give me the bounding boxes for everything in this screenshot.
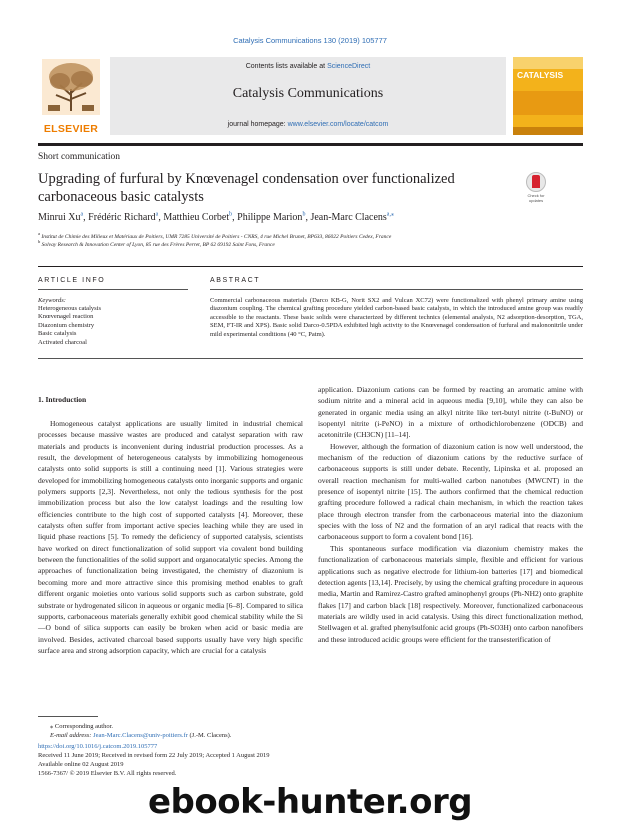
- author-name[interactable]: Frédéric Richard: [88, 212, 156, 223]
- email-suffix: (J.-M. Clacens).: [187, 732, 232, 739]
- abstract-bottom-divider: [38, 358, 583, 359]
- abstract-divider: [210, 289, 583, 290]
- abstract-heading: ABSTRACT: [210, 277, 261, 284]
- homepage-prefix: journal homepage:: [227, 121, 288, 128]
- author-list: Minrui Xu$^a$, Frédéric Richard$^a$, Matthieu Corbet$^b$, Philippe Marion$^b$, Jean-Marc Clacens$^{a,⁎}$: [38, 211, 394, 223]
- abstract-text: Commercial carbonaceous materials (Darco KB-G, Norit SX2 and Vulcan XC72) were functionalized with phenyl primary amine using diazonium coupling. The chemical grafting procedure yielded carbon-based basic catalysts, in which the introduced amine group was readily accessible to the reactants. These basic solids were characterized by different technics (elemental analysis, N2 adsorption-desorption, TGA, SEM, FT-IR and XPS). Basic solid Darco-0.5PDA exhibited high activity to the Knœvenagel condensation of furfural and malononitrile under mild experimental conditions (40 °C, Patm).: [210, 297, 583, 338]
- header-divider: [38, 143, 583, 146]
- publication-details: [38, 742, 438, 778]
- cover-title: CATALYSIS: [517, 70, 564, 80]
- author-name[interactable]: Matthieu Corbet: [163, 212, 230, 223]
- journal-title: Catalysis Communications: [232, 86, 384, 101]
- corresponding-label: Corresponding author.: [54, 723, 114, 730]
- author-name[interactable]: Philippe Marion: [237, 212, 303, 223]
- footnote-divider: [38, 716, 98, 717]
- journal-reference-link[interactable]: Catalysis Communications 130 (2019) 105777: [233, 36, 387, 45]
- crossmark-badge[interactable]: [520, 172, 552, 204]
- body-column-left: [38, 418, 303, 656]
- crossmark-label: Check for updates: [527, 193, 545, 203]
- keyword-item: Activated charcoal: [38, 338, 87, 346]
- received-dates: Received 11 June 2019; Received in revised form 22 July 2019; Accepted 1 August 2019: [38, 752, 270, 759]
- keyword-item: Basic catalysis: [38, 330, 77, 338]
- online-date: Available online 02 August 2019: [38, 761, 124, 768]
- body-paragraph: This spontaneous surface modification via diazonium chemistry makes the functionalization of carbonaceous materials simple, flexible and efficient for various applications such as negative electrode for lithium-ion batteries [17] and biomedical detection agents [13,14]. Precisely, by using the chemical grafting procedure in aqueous media, Martin and Ramirez-Castro grafted aminophenyl groups (Ph-NH2) onto graphite flakes [17] and carbon black [18] respectively. Moreover, functionalized carbonaceous materials are wildly used in acid catalysis. Using this direct functionalization method, Stellwagen et al. grafted phenylsulfonic acid groups (Ph-SO3H) onto carbon nanofibers and these introduced acidic groups were efficient for the transesterification of: [318, 543, 583, 644]
- keyword-item: Knœvenagel reaction: [38, 313, 94, 321]
- bookmark-icon: [532, 175, 540, 188]
- article-title: Upgrading of furfural by Knœvenagel condensation over functionalized carbonaceous basic catalysts: [38, 171, 455, 205]
- affiliation-key: a: [38, 231, 40, 237]
- affiliation-item: [38, 241, 583, 249]
- keyword-item: Diazonium chemistry: [38, 321, 95, 329]
- footnote: [50, 722, 450, 740]
- copyright: 1566-7367/ © 2019 Elsevier B.V. All rights reserved.: [38, 770, 177, 777]
- body-paragraph: Homogeneous catalyst applications are usually limited in industrial chemical processes because massive wastes are produced and catalyst separation with raw materials and products is inconvenient during industrial production processes. As a result, the development of heterogeneous catalysts by immobilizing homogeneous catalysts onto solid supports is still a continuing need [1]. Various strategies were developed for immobilizing homogeneous catalysts onto inorganic supports and organic polymers supports [2,3]. Nevertheless, not only the tedious synthesis for the post immobilization process but also the low catalyst loadings and the resulting low efficiencies contribute to the high cost of supported catalysts [4]. Moreover, these catalysts often suffer from important active species leaching while they are used in liquid phase reactions [5]. To remedy the deficiency of supported catalysis, scientists have worked on direct functionalization of solid support via covalent bond building between the functionalities of the solid support and organocatalytic species. Among the approaches of functionalization being investigated, the chemistry of diazonium is becoming more and more attractive since this promising method enables to graft different organic moieties onto various solid supports such as carbon substrate, gold substrate or hydrogenated silicon in aqueous or organic media [6–8]. Compared to silica supports, carbonaceous materials generally exhibit good chemical stability while the Si—O bond of silica supports can easily be broken when acid or basic media are involved. Besides, activated charcoal based supports usually have very high specific surface area and strong adsorption capacity, which are crucial for a catalysis: [38, 419, 303, 655]
- footnote-mark: ⁎: [50, 723, 54, 730]
- corresponding-note: [50, 722, 450, 731]
- cover-top-band: [513, 57, 583, 69]
- keywords-label: Keywords:: [38, 297, 66, 304]
- elsevier-logo[interactable]: [38, 57, 104, 135]
- email-link[interactable]: Jean-Marc.Clacens@univ-poitiers.fr: [93, 732, 188, 739]
- sciencedirect-link[interactable]: ScienceDirect: [327, 63, 371, 70]
- article-info-heading: ARTICLE INFO: [38, 277, 106, 284]
- email-line: [50, 731, 450, 740]
- cover-band: [513, 91, 583, 115]
- author-affiliation-mark[interactable]: b: [302, 211, 306, 218]
- keywords-list: [38, 305, 188, 347]
- author-affiliation-mark[interactable]: a,⁎: [386, 211, 394, 218]
- publisher-name: ELSEVIER: [43, 123, 99, 135]
- author-name[interactable]: Minrui Xu: [38, 212, 81, 223]
- affiliations: [38, 233, 583, 249]
- elsevier-tree-icon: [42, 59, 100, 115]
- section-heading: 1. Introduction: [38, 395, 87, 404]
- keyword-item: Heterogeneous catalysis: [38, 305, 101, 312]
- affiliation-text: Solvay Research & Innovation Center of Lyon, 85 rue des Frères Perret, BP 62 69192 Saint Fons, France: [41, 242, 275, 248]
- body-column-right: [318, 384, 583, 645]
- body-paragraph: application. Diazonium cations can be formed by reacting an aromatic amine with sodium nitrite and a mineral acid in aqueous media [9,10], while they can also be generated in organic media using an alkyl nitrite like tert-butyl nitrite (t-BuNO) or isopentyl nitrite (i-PeNO) in a mixture of orthodichlorobenzene (ODCB) and acetonitrile (CH3CN) [11–14].: [318, 385, 583, 440]
- contents-prefix: Contents lists available at: [245, 63, 328, 70]
- homepage-line: [110, 121, 506, 128]
- affiliation-key: b: [38, 239, 41, 245]
- author-affiliation-mark[interactable]: a: [80, 211, 84, 218]
- affiliation-item: [38, 233, 583, 241]
- author-affiliation-mark[interactable]: b: [229, 211, 233, 218]
- doi-link[interactable]: https://doi.org/10.1016/j.catcom.2019.105777: [38, 743, 158, 750]
- body-paragraph: However, although the formation of diazonium cation is now well understood, the mechanism of the reduction of diazonium cations by the reductive surface of carbonaceous supports is still under debate. Recently, Lipinska et al. proposed an overall reaction mechanism for multi-walled carbon nanotubes (MWCNT) in the presence of isopentyl nitrite [15]. The authors confirmed that the chemical reduction grafting procedure followed a radical chain mechanism, in which the reaction takes place through electron transfer from the carbonaceous material into the diazonium species with the loss of N2 and the formation of an aryl radical that reacts with the carbonaceous support to form a covalent bond [16].: [318, 441, 583, 542]
- affiliation-text: Institut de Chimie des Milieux et Matériaux de Poitiers, UMR 7285 Université de Poitiers - CNRS, 4 rue Michel Brunet, BP633, 86022 Poitiers Cedex, France: [41, 234, 392, 240]
- affiliation-divider: [38, 266, 583, 267]
- article-info-divider: [38, 289, 188, 290]
- watermark: ebook-hunter.org: [148, 782, 473, 822]
- author-name[interactable]: Jean-Marc Clacens: [310, 212, 387, 223]
- article-type: Short communication: [38, 152, 121, 162]
- email-label: E-mail address:: [50, 732, 94, 739]
- journal-cover-thumbnail[interactable]: [513, 57, 583, 135]
- masthead-banner: [110, 57, 506, 135]
- masthead: [38, 57, 583, 137]
- contents-line: [110, 63, 506, 70]
- author-affiliation-mark[interactable]: a: [155, 211, 159, 218]
- homepage-link[interactable]: www.elsevier.com/locate/catcom: [287, 121, 389, 128]
- cover-foot: [513, 127, 583, 135]
